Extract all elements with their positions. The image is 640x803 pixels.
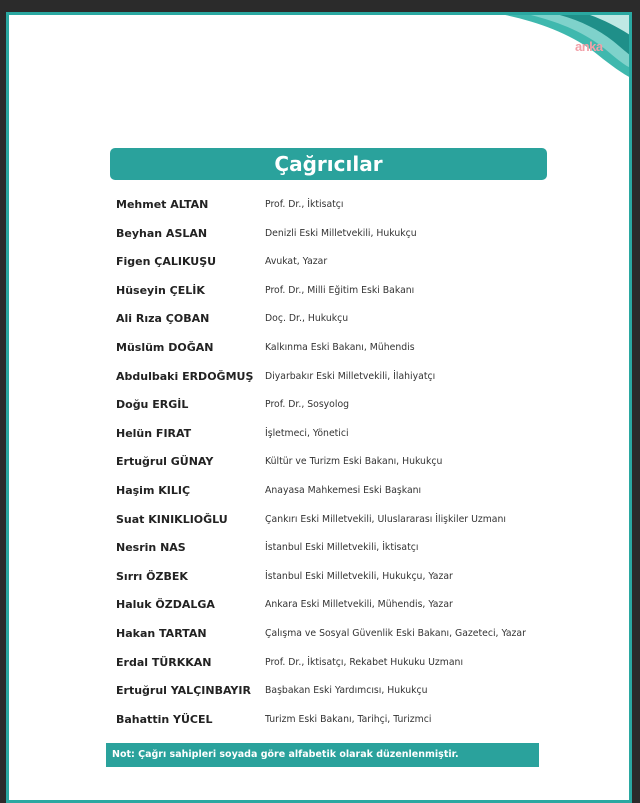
person-name: Helün FIRAT xyxy=(116,426,192,440)
person-name: Haluk ÖZDALGA xyxy=(116,598,215,612)
list-item xyxy=(116,710,546,730)
person-name: Figen ÇALIKUŞU xyxy=(116,255,217,269)
person-name: Bahattin YÜCEL xyxy=(116,712,213,726)
person-title: Denizli Eski Milletvekili, Hukukçu xyxy=(265,227,417,239)
person-name: Abdulbaki ERDOĞMUŞ xyxy=(116,369,254,383)
person-title: Prof. Dr., İktisatçı, Rekabet Hukuku Uzmanı xyxy=(265,656,464,668)
anka-watermark: anka xyxy=(575,39,603,54)
person-title: Ankara Eski Milletvekili, Mühendis, Yazar xyxy=(265,599,453,611)
list-item xyxy=(116,595,546,615)
list-item xyxy=(116,424,546,444)
list-item xyxy=(116,281,546,301)
person-title: Avukat, Yazar xyxy=(265,256,328,268)
list-item xyxy=(116,309,546,329)
list-item xyxy=(116,481,546,501)
list-item xyxy=(116,195,546,215)
person-title: Turizm Eski Bakanı, Tarihçi, Turizmci xyxy=(265,713,432,725)
person-title: Prof. Dr., Sosyolog xyxy=(265,399,350,411)
document-page xyxy=(6,12,632,803)
person-name: Hakan TARTAN xyxy=(116,627,207,640)
decorative-wave-graphic xyxy=(483,12,632,81)
person-name: Suat KINIKLIOĞLU xyxy=(116,512,228,526)
person-title: Doç. Dr., Hukukçu xyxy=(265,313,349,325)
person-name: Beyhan ASLAN xyxy=(116,226,208,240)
person-title: İstanbul Eski Milletvekili, Hukukçu, Yazar xyxy=(265,570,453,582)
list-item xyxy=(116,224,546,244)
person-name: Ali Rıza ÇOBAN xyxy=(116,312,210,326)
list-item xyxy=(116,367,546,387)
person-title: Prof. Dr., Milli Eğitim Eski Bakanı xyxy=(265,284,415,296)
person-name: Doğu ERGİL xyxy=(116,398,189,412)
person-title: Kalkınma Eski Bakanı, Mühendis xyxy=(265,342,415,353)
list-item xyxy=(116,510,546,530)
person-title: İşletmeci, Yönetici xyxy=(265,427,349,439)
person-name: Erdal TÜRKKAN xyxy=(116,655,212,669)
person-name: Ertuğrul YALÇINBAYIR xyxy=(116,684,251,698)
person-title: Çankırı Eski Milletvekili, Uluslararası İlişkiler Uzmanı xyxy=(265,513,506,525)
person-title: Çalışma ve Sosyal Güvenlik Eski Bakanı, Gazeteci, Yazar xyxy=(265,628,526,639)
person-title: Diyarbakır Eski Milletvekili, İlahiyatçı xyxy=(265,370,436,382)
person-name: Ertuğrul GÜNAY xyxy=(116,455,214,469)
list-item xyxy=(116,338,546,358)
list-item xyxy=(116,653,546,673)
person-title: Prof. Dr., İktisatçı xyxy=(265,199,344,210)
list-item xyxy=(116,681,546,701)
list-item xyxy=(116,452,546,472)
list-item xyxy=(116,252,546,272)
person-name: Sırrı ÖZBEK xyxy=(116,569,188,583)
list-item xyxy=(116,395,546,415)
person-name: Mehmet ALTAN xyxy=(116,198,209,211)
person-title: Kültür ve Turizm Eski Bakanı, Hukukçu xyxy=(265,456,443,468)
person-name: Müslüm DOĞAN xyxy=(116,341,214,354)
list-item xyxy=(116,624,546,644)
list-item xyxy=(116,538,546,558)
person-name: Nesrin NAS xyxy=(116,541,186,555)
person-name: Hüseyin ÇELİK xyxy=(116,283,205,297)
person-title: Başbakan Eski Yardımcısı, Hukukçu xyxy=(265,685,428,697)
list-item xyxy=(116,567,546,587)
person-name: Haşim KILIÇ xyxy=(116,484,191,497)
footnote: Not: Çağrı sahipleri soyada göre alfabetik olarak düzenlenmiştir. xyxy=(106,743,539,767)
person-title: Anayasa Mahkemesi Eski Başkanı xyxy=(265,485,422,496)
page-title: Çağrıcılar xyxy=(110,148,547,180)
person-title: İstanbul Eski Milletvekili, İktisatçı xyxy=(265,542,419,554)
